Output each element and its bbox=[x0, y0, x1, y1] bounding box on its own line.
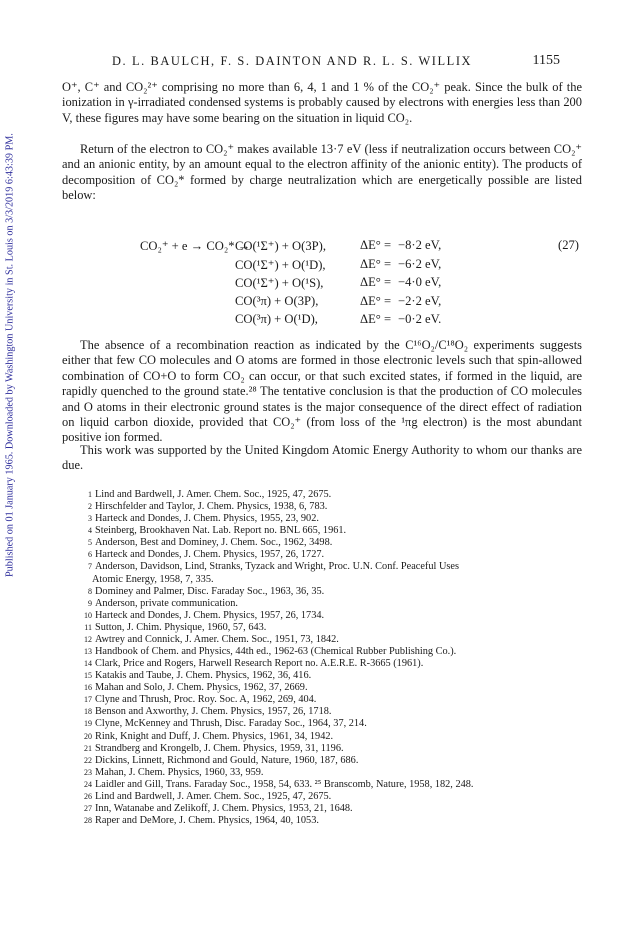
reference-item bbox=[80, 682, 600, 694]
reference-text: Dickins, Linnett, Richmond and Gould, Nature, 1960, 187, 686. bbox=[95, 754, 359, 766]
reference-number: 13 bbox=[84, 647, 92, 657]
delta-e-label: ΔE° = bbox=[360, 312, 392, 326]
reference-number: 18 bbox=[84, 707, 92, 717]
reference-item bbox=[80, 815, 600, 827]
reference-text: Awtrey and Connick, J. Amer. Chem. Soc., 1951, 73, 1842. bbox=[95, 633, 339, 645]
equation-number: (27) bbox=[558, 238, 579, 252]
reference-number: 23 bbox=[84, 767, 92, 777]
download-watermark: Published on 01 January 1965. Downloaded by Washington University in St. Louis on 3/3/2019 6:43:39 PM. bbox=[4, 133, 16, 577]
reference-item bbox=[80, 755, 600, 767]
reference-number: 11 bbox=[84, 622, 92, 632]
delta-e-value: −0·2 eV. bbox=[398, 312, 442, 326]
equation-row bbox=[62, 257, 582, 276]
reference-text: Raper and DeMore, J. Chem. Physics, 1964, 40, 1053. bbox=[95, 815, 319, 827]
reference-text: Katakis and Taube, J. Chem. Physics, 1962, 36, 416. bbox=[95, 670, 312, 682]
delta-e-label: ΔE° = bbox=[360, 238, 392, 252]
equation-27 bbox=[62, 238, 582, 331]
reference-number: 22 bbox=[84, 755, 92, 765]
reference-text: Dominey and Palmer, Disc. Faraday Soc., 1963, 36, 35. bbox=[95, 585, 325, 597]
paragraph-neutralization bbox=[62, 142, 582, 204]
reference-text: Atomic Energy, 1958, 7, 335. bbox=[92, 573, 214, 585]
reference-number: 12 bbox=[84, 634, 92, 644]
paragraph-text: O⁺, C⁺ and CO₂²⁺ comprising no more than 6, 4, 1 and 1 % of the CO₂⁺ peak. Since the bulk of the ionization in γ-irradiated condensed systems is probably caused by electrons with energies less than 200 V, these figures may have some bearing on the situation in liquid CO₂. bbox=[62, 80, 582, 125]
equation-products: CO(¹Σ⁺) + O(¹D), bbox=[235, 257, 326, 272]
reference-item bbox=[80, 791, 600, 803]
equation-products: CO(¹Σ⁺) + O(¹S), bbox=[235, 276, 324, 290]
reference-list bbox=[80, 489, 600, 827]
reference-item bbox=[80, 706, 600, 718]
reference-text: Steinberg, Brookhaven Nat. Lab. Report no. BNL 665, 1961. bbox=[95, 525, 347, 537]
paragraph-ionization bbox=[62, 80, 582, 126]
reference-number: 1 bbox=[88, 490, 92, 499]
reference-number: 16 bbox=[84, 683, 92, 693]
paragraph-acknowledgement bbox=[62, 443, 582, 474]
reference-item bbox=[80, 743, 600, 755]
reference-number: 6 bbox=[88, 550, 92, 560]
delta-e-value: −2·2 eV, bbox=[398, 293, 442, 308]
equation-row bbox=[62, 275, 582, 294]
reference-number: 2 bbox=[88, 502, 92, 512]
reference-text: Harteck and Dondes, J. Chem. Physics, 1957, 26, 1727. bbox=[95, 549, 325, 561]
reference-item bbox=[80, 525, 600, 537]
reference-item bbox=[80, 586, 600, 598]
paragraph-text: This work was supported by the United Kingdom Atomic Energy Authority to whom our thanks are due. bbox=[62, 443, 582, 473]
reference-item bbox=[80, 803, 600, 815]
reference-item bbox=[80, 646, 600, 658]
reference-text: Hirschfelder and Taylor, J. Chem. Physics, 1938, 6, 783. bbox=[95, 501, 328, 513]
reference-number: 21 bbox=[84, 743, 92, 753]
reference-number: 27 bbox=[84, 804, 92, 814]
reference-number: 20 bbox=[84, 731, 92, 741]
reference-number: 8 bbox=[88, 586, 92, 596]
reference-text: Lind and Bardwell, J. Amer. Chem. Soc., 1925, 47, 2675. bbox=[95, 790, 332, 802]
reference-item bbox=[80, 779, 600, 791]
reference-text: Harteck and Dondes, J. Chem. Physics, 1957, 26, 1734. bbox=[95, 609, 325, 621]
reference-text: Rink, Knight and Duff, J. Chem. Physics, 1961, 34, 1942. bbox=[95, 730, 334, 742]
page-number: 1155 bbox=[532, 53, 560, 68]
delta-e-label: ΔE° = bbox=[360, 275, 392, 289]
reference-text: Benson and Axworthy, J. Chem. Physics, 1957, 26, 1718. bbox=[95, 706, 332, 718]
reference-item bbox=[80, 513, 600, 525]
reference-item bbox=[80, 561, 600, 573]
reference-text: Inn, Watanabe and Zelikoff, J. Chem. Physics, 1953, 21, 1648. bbox=[95, 803, 353, 815]
reference-item bbox=[80, 622, 600, 634]
equation-products: CO(³π) + O(¹D), bbox=[235, 312, 318, 326]
reference-number: 3 bbox=[88, 514, 92, 524]
running-header bbox=[90, 54, 560, 72]
reference-text: Lind and Bardwell, J. Amer. Chem. Soc., 1925, 47, 2675. bbox=[95, 489, 332, 500]
reference-text: Laidler and Gill, Trans. Faraday Soc., 1958, 54, 633. ²⁵ Branscomb, Nature, 1958, 182, 248. bbox=[95, 778, 474, 790]
reference-number: 28 bbox=[84, 816, 92, 826]
reference-text: Strandberg and Krongelb, J. Chem. Physics, 1959, 31, 1196. bbox=[95, 742, 344, 754]
reference-number: 26 bbox=[84, 791, 92, 801]
delta-e-value: −4·0 eV, bbox=[398, 275, 442, 289]
reference-item bbox=[80, 634, 600, 646]
reference-item bbox=[80, 598, 600, 610]
equation-row bbox=[62, 312, 582, 331]
delta-e-label: ΔE° = bbox=[360, 293, 392, 308]
reference-item bbox=[80, 731, 600, 743]
reference-number: 19 bbox=[84, 719, 92, 729]
reference-item bbox=[80, 718, 600, 730]
reference-number: 5 bbox=[88, 538, 92, 548]
reference-text: Mahan, J. Chem. Physics, 1960, 33, 959. bbox=[95, 766, 264, 778]
equation-row bbox=[62, 238, 582, 257]
equation-products: CO(³π) + O(3P), bbox=[235, 293, 319, 308]
delta-e-label: ΔE° = bbox=[360, 256, 392, 271]
reference-text: Harteck and Dondes, J. Chem. Physics, 1955, 23, 902. bbox=[95, 513, 319, 525]
equation-lhs: CO₂⁺ + e → CO₂* → bbox=[140, 239, 251, 253]
equation-products: CO(¹Σ⁺) + O(3P), bbox=[235, 239, 326, 253]
paragraph-text: The absence of a recombination reaction as indicated by the C¹⁶O₂/C¹⁸O₂ experiments suggests either that few CO molecules and O atoms are formed in those electronic levels such that spin-allowed combination of CO+O to form CO₂ can occur, or that such excited states, if formed in the liquid, are rapidly quenched to the ground state.²⁸ The tentative conclusion is that the production of CO molecules and O atoms in their electronic ground states is the major consequence of the direct effect of radiation on liquid carbon dioxide, provided that CO₂⁺ (from loss of the ¹πg electron) is the most abundant positive ion formed. bbox=[62, 338, 582, 445]
reference-item bbox=[80, 549, 600, 561]
reference-number: 4 bbox=[88, 526, 92, 536]
reference-number: 17 bbox=[84, 695, 92, 705]
reference-item bbox=[80, 574, 600, 586]
reference-text: Mahan and Solo, J. Chem. Physics, 1962, 37, 2669. bbox=[95, 682, 308, 694]
reference-text: Anderson, Best and Dominey, J. Chem. Soc., 1962, 3498. bbox=[95, 537, 333, 549]
equation-row bbox=[62, 294, 582, 313]
reference-number: 9 bbox=[88, 598, 92, 608]
reference-item bbox=[80, 501, 600, 513]
reference-item bbox=[80, 610, 600, 622]
reference-item bbox=[80, 670, 600, 682]
reference-item bbox=[80, 537, 600, 549]
reference-text: Clark, Price and Rogers, Harwell Research Report no. A.E.R.E. R-3665 (1961). bbox=[95, 658, 424, 670]
reference-item bbox=[80, 767, 600, 779]
delta-e-value: −8·2 eV, bbox=[398, 238, 442, 252]
reference-number: 15 bbox=[84, 671, 92, 681]
reference-text: Anderson, private communication. bbox=[95, 597, 238, 609]
reference-text: Clyne, McKenney and Thrush, Disc. Faraday Soc., 1964, 37, 214. bbox=[95, 718, 367, 730]
reference-item bbox=[80, 489, 600, 501]
reference-text: Handbook of Chem. and Physics, 44th ed., 1962-63 (Chemical Rubber Publishing Co.). bbox=[95, 646, 457, 658]
reference-text: Clyne and Thrush, Proc. Roy. Soc. A, 1962, 269, 404. bbox=[95, 694, 317, 706]
reference-text: Anderson, Davidson, Lind, Stranks, Tyzack and Wright, Proc. U.N. Conf. Peaceful Uses bbox=[95, 561, 459, 573]
reference-number: 14 bbox=[84, 659, 92, 669]
reference-number: 7 bbox=[88, 562, 92, 572]
reference-number: 24 bbox=[84, 779, 92, 789]
reference-text: Sutton, J. Chim. Physique, 1960, 57, 643. bbox=[95, 621, 267, 633]
paragraph-recombination bbox=[62, 338, 582, 446]
paragraph-text: Return of the electron to CO₂⁺ makes available 13·7 eV (less if neutralization occurs between CO₂⁺ and an anionic entity, by an amount equal to the electron affinity of the anionic entity). The products of decomposition of CO₂* formed by charge neutralization which are energetically possible are listed below: bbox=[62, 142, 582, 203]
reference-number: 10 bbox=[84, 610, 92, 620]
delta-e-value: −6·2 eV, bbox=[398, 256, 442, 271]
header-authors: D. L. BAULCH, F. S. DAINTON AND R. L. S. WILLIX bbox=[112, 54, 473, 68]
reference-item bbox=[80, 694, 600, 706]
reference-item bbox=[80, 658, 600, 670]
